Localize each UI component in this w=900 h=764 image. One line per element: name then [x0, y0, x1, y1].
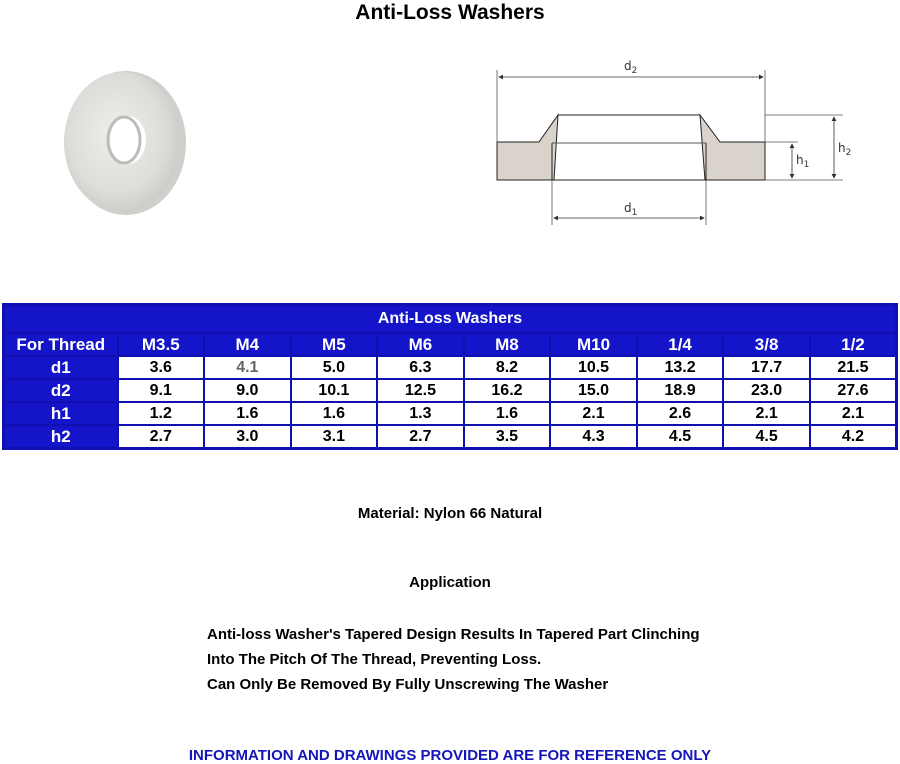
header-thread: 1/4	[637, 333, 724, 356]
table-cell: 23.0	[723, 379, 810, 402]
d2-label: d	[624, 59, 632, 73]
header-thread: M5	[291, 333, 378, 356]
h1-subscript: 1	[803, 160, 810, 170]
table-cell: 9.1	[118, 379, 205, 402]
table-cell: 27.6	[810, 379, 897, 402]
table-cell: 16.2	[464, 379, 551, 402]
application-line: Can Only Be Removed By Fully Unscrewing The Washer	[207, 676, 609, 693]
table-cell: 1.6	[464, 402, 551, 425]
h1-label: h	[796, 153, 804, 167]
table-cell: 3.6	[118, 356, 205, 379]
table-cell: 2.7	[377, 425, 464, 449]
h2-subscript: 2	[845, 148, 852, 158]
table-caption: Anti-Loss Washers	[4, 305, 897, 334]
table-cell: 21.5	[810, 356, 897, 379]
table-cell: 15.0	[550, 379, 637, 402]
reference-disclaimer: INFORMATION AND DRAWINGS PROVIDED ARE FOR REFERENCE ONLY	[188, 747, 712, 764]
header-thread: M6	[377, 333, 464, 356]
header-thread: 1/2	[810, 333, 897, 356]
header-thread: M3.5	[118, 333, 205, 356]
table-header-row	[4, 333, 897, 356]
table-cell: 17.7	[723, 356, 810, 379]
table-cell: 1.6	[204, 402, 291, 425]
header-thread: M8	[464, 333, 551, 356]
table-row	[4, 356, 897, 379]
svg-text:d1	[624, 201, 637, 218]
table-cell: 6.3	[377, 356, 464, 379]
svg-text:d2	[624, 59, 637, 76]
dimensions-table	[2, 303, 898, 450]
table-cell: 3.1	[291, 425, 378, 449]
row-label: d2	[4, 379, 118, 402]
table-cell: 2.6	[637, 402, 724, 425]
table-cell: 5.0	[291, 356, 378, 379]
table-cell: 2.1	[723, 402, 810, 425]
table-cell: 2.7	[118, 425, 205, 449]
table-cell: 4.5	[637, 425, 724, 449]
header-thread: M4	[204, 333, 291, 356]
table-row	[4, 379, 897, 402]
header-for-thread: For Thread	[4, 333, 118, 356]
application-heading: Application	[409, 574, 491, 591]
table-cell: 2.1	[550, 402, 637, 425]
material-text: Material: Nylon 66 Natural	[357, 505, 543, 522]
page-title: Anti-Loss Washers	[355, 1, 545, 24]
washer-photo	[58, 68, 188, 218]
svg-text:h2	[838, 141, 851, 158]
table-cell: 4.3	[550, 425, 637, 449]
table-cell: 8.2	[464, 356, 551, 379]
table-cell: 4.5	[723, 425, 810, 449]
table-cell: 3.0	[204, 425, 291, 449]
application-line: Anti-loss Washer's Tapered Design Results In Tapered Part Clinching	[207, 626, 700, 643]
table-cell: 4.1	[204, 356, 291, 379]
header-thread: M10	[550, 333, 637, 356]
table-cell: 10.1	[291, 379, 378, 402]
application-description	[207, 622, 700, 697]
row-label: h1	[4, 402, 118, 425]
d1-label: d	[624, 201, 632, 215]
table-cell: 9.0	[204, 379, 291, 402]
table-cell: 3.5	[464, 425, 551, 449]
h2-label: h	[838, 141, 846, 155]
table-row	[4, 425, 897, 449]
row-label: d1	[4, 356, 118, 379]
table-cell: 4.2	[810, 425, 897, 449]
table-cell: 12.5	[377, 379, 464, 402]
table-cell: 13.2	[637, 356, 724, 379]
table-cell: 1.2	[118, 402, 205, 425]
header-thread: 3/8	[723, 333, 810, 356]
table-row	[4, 402, 897, 425]
table-cell: 1.6	[291, 402, 378, 425]
table-cell: 2.1	[810, 402, 897, 425]
application-line: Into The Pitch Of The Thread, Preventing Loss.	[207, 651, 542, 668]
d2-subscript: 2	[631, 66, 638, 76]
washer-cross-section-drawing	[488, 50, 860, 230]
row-label: h2	[4, 425, 118, 449]
svg-text:h1	[796, 153, 809, 170]
table-cell: 10.5	[550, 356, 637, 379]
table-cell: 18.9	[637, 379, 724, 402]
d1-subscript: 1	[631, 208, 638, 218]
table-cell: 1.3	[377, 402, 464, 425]
